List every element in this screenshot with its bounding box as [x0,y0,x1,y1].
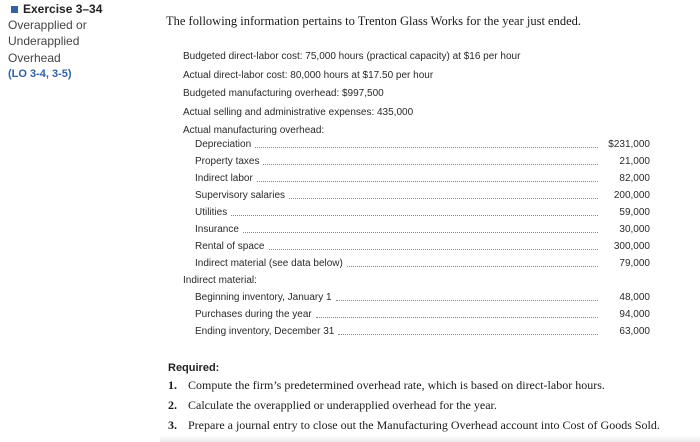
required-item-number: 3. [168,418,177,432]
square-bullet-icon [11,6,18,13]
overhead-label: Utilities [195,204,229,222]
indirect-material-amount: 48,000 [619,292,650,303]
required-heading: Required: [168,362,220,374]
required-item-number: 1. [168,378,177,392]
required-item-2 [168,398,497,413]
exercise-number: Exercise 3–34 [23,2,103,16]
required-item-text: Calculate the overapplied or underapplied overhead for the year. [188,398,497,412]
leader-dots [243,232,598,233]
leader-dots [231,215,598,216]
learning-objectives: (LO 3-4, 3-5) [8,68,72,80]
required-item-text: Compute the firm’s predetermined overhead rate, which is based on direct-labor hours. [188,378,605,392]
required-item-1 [168,378,605,393]
leader-dots [257,181,598,182]
leader-dots [255,147,598,148]
overhead-row [195,170,650,188]
overhead-label: Indirect material (see data below) [195,255,345,273]
indirect-material-amount: 63,000 [619,326,650,337]
indirect-material-row [195,323,650,341]
indirect-material-heading [183,272,383,290]
leader-dots [336,300,598,301]
overhead-row [195,187,650,205]
overhead-row [195,255,650,273]
fact-actual-labor: Actual direct-labor cost: 80,000 hours at $17.50 per hour [183,69,434,81]
intro-text: The following information pertains to Trenton Glass Works for the year just ended. [166,14,582,28]
leader-dots [263,164,598,165]
leader-dots [269,249,598,250]
overhead-row [195,238,650,256]
overhead-label: Depreciation [195,136,253,154]
cropped-edge [160,436,700,442]
overhead-amount: 30,000 [619,224,650,235]
leader-dots [316,317,598,318]
leader-dots [289,198,598,199]
overhead-label: Insurance [195,221,241,239]
leader-dots [338,334,598,335]
exercise-topic-line1: Overapplied or Underapplied [8,18,87,48]
indirect-material-label: Beginning inventory, January 1 [195,289,334,307]
indirect-material-heading-label: Indirect material: [183,272,259,290]
overhead-row [195,153,650,171]
required-item-number: 2. [168,398,177,412]
exercise-sidebar [8,2,158,80]
fact-budgeted-overhead: Budgeted manufacturing overhead: $997,500 [183,88,384,99]
overhead-label: Rental of space [195,238,267,256]
indirect-material-label: Ending inventory, December 31 [195,323,336,341]
indirect-material-row [195,289,650,307]
indirect-material-row [195,306,650,324]
required-item-3 [168,418,660,433]
exercise-topic-line2: Overhead [8,51,61,65]
overhead-label: Indirect labor [195,170,255,188]
exercise-heading [8,2,158,16]
overhead-label: Property taxes [195,153,261,171]
overhead-amount: 82,000 [619,173,650,184]
indirect-material-label: Purchases during the year [195,306,314,324]
overhead-amount: 200,000 [613,190,650,201]
overhead-amount: $231,000 [608,139,650,150]
overhead-amount: 300,000 [613,241,650,252]
indirect-material-amount: 94,000 [619,309,650,320]
fact-budgeted-labor: Budgeted direct-labor cost: 75,000 hours (practical capacity) at $16 per hour [183,51,521,62]
overhead-label: Supervisory salaries [195,187,287,205]
fact-actual-overhead-heading: Actual manufacturing overhead: [183,125,325,136]
overhead-amount: 59,000 [619,207,650,218]
overhead-amount: 21,000 [619,156,650,167]
overhead-row [195,136,650,154]
overhead-amount: 79,000 [619,258,650,269]
leader-dots [347,266,598,267]
required-item-text: Prepare a journal entry to close out the Manufacturing Overhead account into Cost of Goods Sold. [188,418,660,432]
fact-selling-admin: Actual selling and administrative expenses: 435,000 [183,106,414,118]
overhead-row [195,221,650,239]
overhead-row [195,204,650,222]
facts-list [183,48,520,141]
